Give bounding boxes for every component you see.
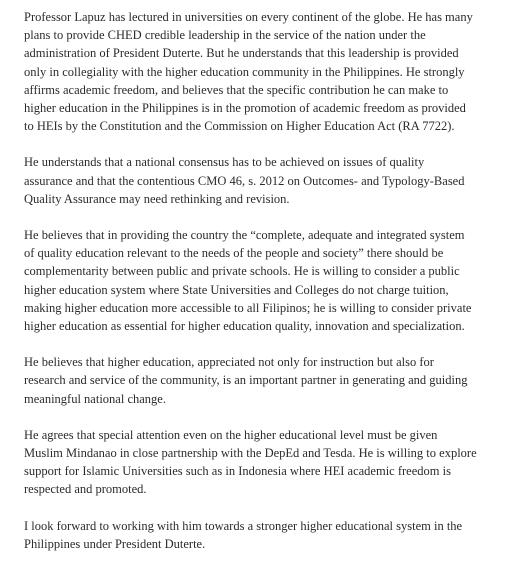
paragraph-muslim-mindanao: He agrees that special attention even on the higher educational level must be given Muslim Mindanao in close partnership with the DepEd and Tesda. He is willing to explore support for Islamic Universities such as in Indonesia where HEI academic freedom is respected and promoted. [24,427,477,497]
paragraph-public-private: He believes that in providing the country the “complete, adequate and integrated system of quality education relevant to the needs of the people and society” there should be complementarity between public and private schools. He is willing to consider a public higher education system where State Universities and Colleges do not charge tuition, making higher education more accessible to all Filipinos; he is willing to consider private higher education as essential for higher education quality, innovation and specialization. [24,228,472,334]
article-body [24,8,506,571]
paragraph-lapuz-intro: Professor Lapuz has lectured in universities on every continent of the globe. He has many plans to provide CHED credible leadership in the service of the nation under the administration of President Duterte. But he understands that this leadership is provided only in collegiality with the higher education community in the Philippines. He strongly affirms academic freedom, and believes that the specific contribution he can make to higher education in the Philippines is in the promotion of academic freedom as provided to HEIs by the Constitution and the Commission on Higher Education Act (RA 7722). [24,10,473,134]
paragraph-quality-assurance: He understands that a national consensus has to be achieved on issues of quality assurance and that the contentious CMO 46, s. 2012 on Outcomes- and Typology-Based Quality Assurance may need rethinking and revision. [24,155,465,206]
paragraph-closing: I look forward to working with him towards a stronger higher educational system in the Philippines under President Duterte. [24,518,463,551]
paragraph-national-change: He believes that higher education, appreciated not only for instruction but also for research and service of the community, is an important partner in generating and guiding meaningful national change. [24,355,468,406]
